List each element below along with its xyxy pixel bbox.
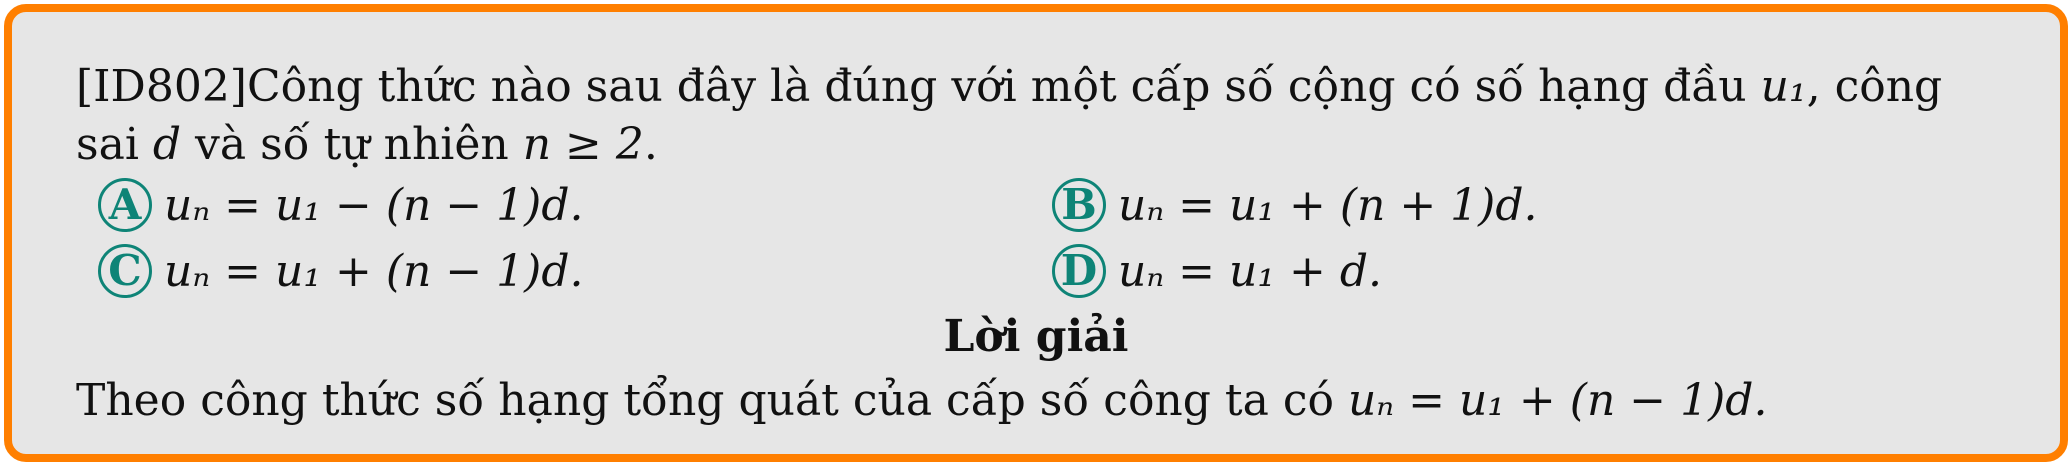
option-b-formula: uₙ = u₁ + (n + 1)d. (1118, 179, 1538, 231)
option-d-formula: uₙ = u₁ + d. (1118, 245, 1382, 297)
solution-heading: Lời giải (943, 311, 1129, 362)
option-c-badge: C (98, 244, 152, 298)
solution-sentence: Theo công thức số hạng tổng quát của cấp số công ta có (76, 375, 1348, 426)
first-term-symbol: u₁ (1760, 61, 1807, 112)
option-d-badge: D (1052, 244, 1106, 298)
option-d[interactable] (1052, 240, 1382, 302)
question-stem-1: Công thức nào sau đây là đúng với một cấp số cộng có số hạng đầu (246, 61, 1761, 112)
option-a-formula: uₙ = u₁ − (n − 1)d. (164, 179, 584, 231)
solution-formula: uₙ = u₁ + (n − 1)d. (1347, 375, 1768, 426)
solution-text (76, 372, 2016, 430)
option-c[interactable] (98, 240, 583, 302)
question-stem-3: và số tự nhiên (181, 119, 523, 170)
option-c-formula: uₙ = u₁ + (n − 1)d. (164, 245, 584, 297)
question-card (4, 4, 2068, 462)
question-text (76, 58, 2016, 174)
n-condition: n ≥ 2 (522, 119, 644, 170)
question-id: [ID802] (76, 61, 247, 112)
option-b[interactable] (1052, 174, 1537, 236)
option-b-badge: B (1052, 178, 1106, 232)
option-a[interactable] (98, 174, 583, 236)
common-difference-symbol: d (152, 119, 182, 170)
question-stem-end: . (643, 119, 658, 170)
option-a-badge: A (98, 178, 152, 232)
question-stem-2: , công sai (76, 61, 1943, 170)
